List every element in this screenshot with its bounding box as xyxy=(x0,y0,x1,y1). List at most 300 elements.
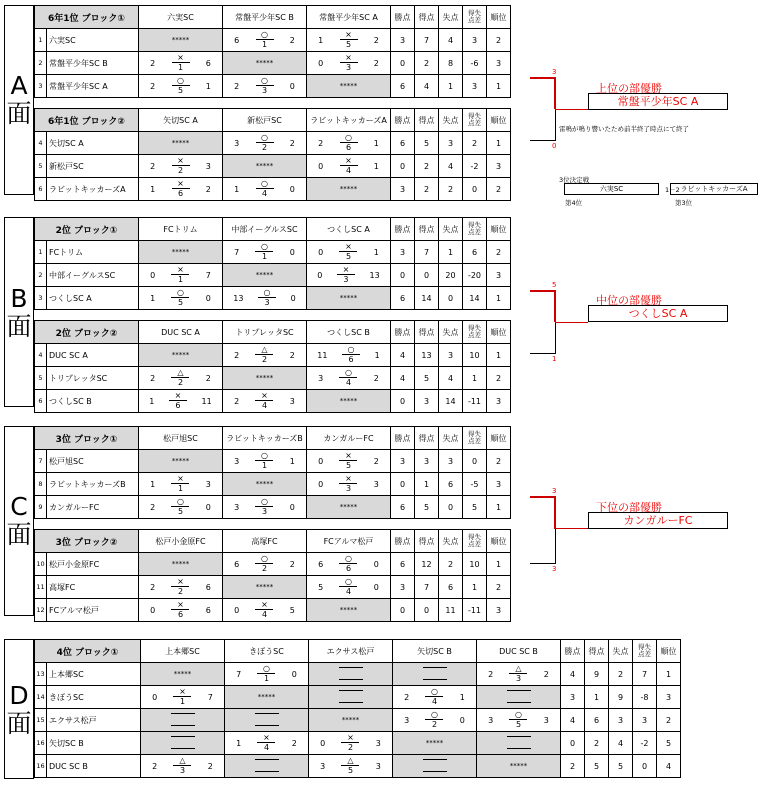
header-row xyxy=(35,530,511,553)
result-fraction xyxy=(340,53,358,73)
result-symbol: △ xyxy=(255,345,273,355)
final-b-top-score: 5 xyxy=(552,281,557,289)
block-title: 4位 ブロック① xyxy=(35,640,141,663)
self-match-cell: ***** xyxy=(223,52,307,75)
opponent-header: 上本郷SC xyxy=(141,640,225,663)
match-result-cell xyxy=(477,709,561,732)
goals-cell: 2 xyxy=(415,52,439,75)
table-row xyxy=(35,390,511,413)
bracket-c-bottom xyxy=(530,563,555,564)
result-fraction xyxy=(340,30,358,50)
goals-cell: 7 xyxy=(415,576,439,599)
third-place-right-rank: 第3位 xyxy=(675,199,693,207)
win-points-header: 勝点 xyxy=(391,321,415,344)
match-result-cell xyxy=(307,52,391,75)
goal-diff-header-line1: 得失 xyxy=(468,9,482,17)
team-name: 松戸小金原FC xyxy=(47,553,139,576)
right-score: 2 xyxy=(289,350,295,360)
table-row xyxy=(35,473,511,496)
conceded-cell: 4 xyxy=(609,732,633,755)
final-a-winner: 常盤平少年SC A xyxy=(588,93,728,110)
no-match-mark xyxy=(171,736,195,749)
table-row xyxy=(35,496,511,519)
table-row xyxy=(35,344,511,367)
right-score: 0 xyxy=(373,582,379,592)
opponent-no: 2 xyxy=(261,564,268,573)
goal-diff-cell: 0 xyxy=(463,178,487,201)
result-symbol: ○ xyxy=(340,133,358,143)
goal-diff-cell: 10 xyxy=(463,344,487,367)
table-row xyxy=(35,264,511,287)
right-score: 0 xyxy=(459,715,465,725)
opponent-no: 6 xyxy=(175,401,181,410)
match-result xyxy=(307,474,390,494)
rank-cell: 3 xyxy=(487,390,511,413)
conceded-header: 失点 xyxy=(439,109,463,132)
goal-diff-cell: 3 xyxy=(463,75,487,98)
opponent-no: 1 xyxy=(261,40,268,49)
result-symbol: × xyxy=(171,600,189,610)
result-symbol: × xyxy=(172,179,190,189)
match-result xyxy=(307,265,390,285)
team-no: 6 xyxy=(35,390,47,413)
no-match-cell xyxy=(477,686,561,709)
left-score: 2 xyxy=(150,582,156,592)
goals-header: 得点 xyxy=(415,530,439,553)
right-score: 5 xyxy=(289,605,295,615)
rank-header: 順位 xyxy=(487,109,511,132)
rank-cell: 1 xyxy=(487,287,511,310)
right-score: 13 xyxy=(369,270,380,280)
right-score: 2 xyxy=(289,559,295,569)
result-symbol: × xyxy=(337,265,355,275)
win-points-cell: 0 xyxy=(391,473,415,496)
result-fraction xyxy=(339,451,357,471)
conceded-cell: 4 xyxy=(439,367,463,390)
no-match-cell xyxy=(393,755,477,778)
left-score: 2 xyxy=(318,138,324,148)
right-score: 3 xyxy=(375,738,381,748)
opponent-no: 3 xyxy=(345,63,352,72)
left-score: 5 xyxy=(318,582,324,592)
right-score: 7 xyxy=(207,692,213,702)
result-symbol: ○ xyxy=(256,30,274,40)
goal-diff-cell: 3 xyxy=(463,29,487,52)
right-score: 6 xyxy=(205,605,211,615)
conceded-cell: 2 xyxy=(439,178,463,201)
opponent-header: カンガルーFC xyxy=(307,427,391,450)
left-score: 6 xyxy=(318,559,324,569)
goal-diff-header-line2: 点差 xyxy=(468,119,482,127)
rank-cell: 3 xyxy=(487,473,511,496)
team-name: 矢切SC B xyxy=(47,732,141,755)
bracket-b-win-vert xyxy=(554,291,556,322)
result-symbol: × xyxy=(255,391,273,401)
win-points-cell: 4 xyxy=(391,344,415,367)
match-result-cell xyxy=(307,473,391,496)
left-score: 6 xyxy=(234,35,240,45)
no-match-cell xyxy=(225,755,309,778)
match-result xyxy=(139,391,222,411)
standings-table xyxy=(34,639,681,778)
opponent-no: 5 xyxy=(347,766,354,775)
goal-diff-header-line1: 得失 xyxy=(468,324,481,332)
match-result-cell xyxy=(141,755,225,778)
win-points-cell: 3 xyxy=(391,178,415,201)
rank-cell: 3 xyxy=(487,264,511,287)
match-result-cell xyxy=(223,241,307,264)
table-row xyxy=(35,178,511,201)
result-symbol: ○ xyxy=(339,577,357,587)
no-match-cell xyxy=(225,709,309,732)
block-title: 3位 ブロック② xyxy=(35,530,139,553)
left-score: 1 xyxy=(150,479,156,489)
result-fraction xyxy=(341,733,359,753)
win-points-cell: 0 xyxy=(391,264,415,287)
team-name: FCトリム xyxy=(47,241,139,264)
goals-header: 得点 xyxy=(415,427,439,450)
opponent-header: 矢切SC B xyxy=(393,640,477,663)
bracket-a-out xyxy=(555,109,588,110)
self-match-cell: ***** xyxy=(477,755,561,778)
opponent-no: 1 xyxy=(177,63,184,72)
team-name: トリプレッタSC xyxy=(47,367,139,390)
right-score: 2 xyxy=(289,35,295,45)
right-score: 2 xyxy=(207,761,213,771)
conceded-header: 失点 xyxy=(439,427,463,450)
goal-diff-header-line1: 得失 xyxy=(468,533,481,541)
team-name: DUC SC B xyxy=(47,755,141,778)
bracket-c-win xyxy=(530,496,556,498)
goals-cell: 13 xyxy=(415,344,439,367)
team-name: DUC SC A xyxy=(47,344,139,367)
result-fraction xyxy=(255,242,273,262)
team-name: エクサス松戸 xyxy=(47,709,141,732)
opponent-header: FCアルマ松戸 xyxy=(307,530,391,553)
rank-cell: 3 xyxy=(487,52,511,75)
team-no: 3 xyxy=(35,287,47,310)
team-name: FCアルマ松戸 xyxy=(47,599,139,622)
result-symbol: △ xyxy=(509,664,527,674)
table-row xyxy=(35,709,681,732)
opponent-no: 5 xyxy=(177,298,184,307)
team-no: 1 xyxy=(35,241,47,264)
opponent-header: トリプレッタSC xyxy=(223,321,307,344)
bracket-b-bottom xyxy=(530,353,555,354)
result-fraction xyxy=(171,577,189,597)
right-score: 0 xyxy=(289,502,295,512)
team-name: 常盤平少年SC B xyxy=(47,52,139,75)
left-score: 0 xyxy=(318,58,324,68)
match-result xyxy=(223,76,306,96)
self-match-cell: ***** xyxy=(307,496,391,519)
left-score: 0 xyxy=(320,738,326,748)
match-result-cell xyxy=(393,709,477,732)
win-points-cell: 6 xyxy=(391,287,415,310)
match-result xyxy=(223,242,306,262)
self-match-cell: ***** xyxy=(141,663,225,686)
right-score: 3 xyxy=(543,715,549,725)
win-points-cell: 0 xyxy=(391,155,415,178)
right-score: 2 xyxy=(373,456,379,466)
bracket-a-bottom xyxy=(530,140,555,141)
rank-cell: 2 xyxy=(487,367,511,390)
win-points-header: 勝点 xyxy=(561,640,585,663)
table-row xyxy=(35,155,511,178)
team-name: 上本郷SC xyxy=(47,663,141,686)
goal-diff-cell: -6 xyxy=(463,52,487,75)
left-score: 3 xyxy=(234,502,240,512)
left-score: 2 xyxy=(150,502,156,512)
team-no: 6 xyxy=(35,178,47,201)
team-no: 11 xyxy=(35,576,47,599)
team-name: カンガルーFC xyxy=(47,496,139,519)
conceded-cell: 3 xyxy=(439,132,463,155)
table-row xyxy=(35,29,511,52)
match-result xyxy=(141,687,224,707)
left-score: 0 xyxy=(318,456,324,466)
team-name: 松戸旭SC xyxy=(47,450,139,473)
opponent-header: DUC SC A xyxy=(139,321,223,344)
team-name: 六実SC xyxy=(47,29,139,52)
match-result xyxy=(223,451,306,471)
win-points-cell: 4 xyxy=(561,709,585,732)
result-fraction xyxy=(340,156,358,176)
right-score: 0 xyxy=(290,293,296,303)
result-fraction xyxy=(339,242,357,262)
win-points-cell: 0 xyxy=(391,52,415,75)
match-result xyxy=(223,600,306,620)
rank-cell: 2 xyxy=(487,450,511,473)
left-score: 2 xyxy=(488,669,494,679)
goals-cell: 2 xyxy=(415,155,439,178)
match-result xyxy=(307,345,390,365)
match-result-cell xyxy=(139,178,223,201)
opponent-header: エクサス松戸 xyxy=(309,640,393,663)
match-result xyxy=(307,156,390,176)
match-result xyxy=(139,179,222,199)
match-result xyxy=(223,133,306,153)
opponent-no: 3 xyxy=(345,484,352,493)
opponent-header: DUC SC B xyxy=(477,640,561,663)
no-match-cell xyxy=(141,732,225,755)
opponent-no: 3 xyxy=(264,298,270,307)
match-result-cell xyxy=(223,599,307,622)
left-score: 2 xyxy=(234,350,240,360)
result-symbol: × xyxy=(339,242,357,252)
result-symbol: △ xyxy=(171,368,189,378)
result-symbol: ○ xyxy=(255,451,273,461)
rank-cell: 5 xyxy=(657,732,681,755)
rank-header: 順位 xyxy=(487,321,511,344)
goal-diff-header-line1: 得失 xyxy=(468,112,482,120)
no-match-mark xyxy=(507,690,531,703)
goals-cell: 7 xyxy=(415,241,439,264)
goal-diff-header-line1: 得失 xyxy=(468,430,481,438)
right-score: 1 xyxy=(459,692,465,702)
table-row xyxy=(35,576,511,599)
team-name: 高塚FC xyxy=(47,576,139,599)
goal-diff-cell: -5 xyxy=(463,473,487,496)
team-no: 13 xyxy=(35,663,47,686)
no-match-cell xyxy=(309,686,393,709)
section-b-label: B 面 xyxy=(6,284,32,341)
goals-cell: 9 xyxy=(585,663,609,686)
team-name: 常盤平少年SC A xyxy=(47,75,139,98)
table-row xyxy=(35,367,511,390)
self-match-cell: ***** xyxy=(307,287,391,310)
right-score: 3 xyxy=(205,161,211,171)
opponent-no: 5 xyxy=(345,461,352,470)
result-symbol: ○ xyxy=(171,497,189,507)
goals-header: 得点 xyxy=(415,6,439,29)
goal-diff-header-line1: 得失 xyxy=(468,221,481,229)
right-score: 3 xyxy=(289,396,295,406)
goal-diff-header xyxy=(463,427,487,450)
goal-diff-cell: 0 xyxy=(463,450,487,473)
left-score: 1 xyxy=(150,184,156,194)
match-result-cell xyxy=(139,75,223,98)
match-result xyxy=(139,577,222,597)
self-match-cell: ***** xyxy=(307,599,391,622)
result-symbol: × xyxy=(172,53,190,63)
team-no: 4 xyxy=(35,132,47,155)
final-c-bottom-score: 3 xyxy=(552,565,557,573)
bracket-a-win xyxy=(530,77,556,79)
goals-cell: 14 xyxy=(415,287,439,310)
team-no: 2 xyxy=(35,264,47,287)
table-row xyxy=(35,75,511,98)
left-score: 1 xyxy=(236,738,242,748)
no-match-mark xyxy=(423,667,447,680)
match-result-cell xyxy=(223,450,307,473)
conceded-cell: 1 xyxy=(439,241,463,264)
result-fraction xyxy=(339,368,357,388)
self-match-cell: ***** xyxy=(223,473,307,496)
result-fraction xyxy=(172,76,190,96)
left-score: 3 xyxy=(318,373,324,383)
final-a-bottom-score: 0 xyxy=(552,142,557,150)
team-no: 10 xyxy=(35,553,47,576)
match-result-cell xyxy=(139,367,223,390)
goals-header: 得点 xyxy=(585,640,609,663)
team-name: 新松戸SC xyxy=(47,155,139,178)
match-result-cell xyxy=(139,473,223,496)
result-fraction xyxy=(255,554,273,574)
match-result-cell xyxy=(223,390,307,413)
opponent-header: 高塚FC xyxy=(223,530,307,553)
opponent-header: FCトリム xyxy=(139,218,223,241)
final-a-note: 雷鳴が鳴り響いたため前半終了時点にて終了 xyxy=(559,125,689,133)
no-match-mark xyxy=(255,713,279,726)
right-score: 0 xyxy=(373,559,379,569)
opponent-no: 4 xyxy=(263,743,270,752)
win-points-header: 勝点 xyxy=(391,427,415,450)
match-result xyxy=(139,156,222,176)
goal-diff-cell: 10 xyxy=(463,553,487,576)
opponent-no: 2 xyxy=(431,720,438,729)
result-symbol: ○ xyxy=(258,288,276,298)
left-score: 2 xyxy=(234,396,240,406)
opponent-no: 6 xyxy=(177,610,184,619)
right-score: 1 xyxy=(374,350,380,360)
match-result-cell xyxy=(307,29,391,52)
opponent-no: 3 xyxy=(261,86,268,95)
no-match-mark xyxy=(255,759,279,772)
opponent-no: 6 xyxy=(345,564,352,573)
win-points-cell: 3 xyxy=(391,576,415,599)
team-no: 7 xyxy=(35,450,47,473)
team-no: 15 xyxy=(35,709,47,732)
conceded-cell: 0 xyxy=(439,287,463,310)
goal-diff-header xyxy=(463,321,487,344)
result-symbol: × xyxy=(169,391,187,401)
self-match-cell: ***** xyxy=(309,709,393,732)
goals-cell: 5 xyxy=(415,367,439,390)
result-fraction xyxy=(257,733,275,753)
self-match-cell: ***** xyxy=(139,553,223,576)
rank-cell: 1 xyxy=(487,553,511,576)
left-score: 7 xyxy=(236,669,242,679)
match-result-cell xyxy=(139,264,223,287)
match-result xyxy=(139,600,222,620)
match-result-cell xyxy=(307,264,391,287)
opponent-no: 4 xyxy=(261,401,268,410)
win-points-header: 勝点 xyxy=(391,530,415,553)
opponent-no: 5 xyxy=(345,40,352,49)
match-result xyxy=(141,756,224,776)
result-symbol: ○ xyxy=(339,368,357,378)
result-symbol: × xyxy=(257,733,275,743)
opponent-no: 5 xyxy=(177,86,184,95)
rank-cell: 3 xyxy=(487,599,511,622)
result-fraction xyxy=(256,30,274,50)
conceded-header: 失点 xyxy=(439,321,463,344)
left-score: 6 xyxy=(234,559,240,569)
left-score: 2 xyxy=(150,373,156,383)
result-fraction xyxy=(256,76,274,96)
right-score: 3 xyxy=(205,479,211,489)
opponent-header: ラビットキッカーズB xyxy=(223,427,307,450)
right-score: 1 xyxy=(289,456,295,466)
match-result-cell xyxy=(223,132,307,155)
goal-diff-header-line2: 点差 xyxy=(638,650,651,658)
match-result xyxy=(139,76,222,96)
left-score: 2 xyxy=(404,692,410,702)
goal-diff-cell: 2 xyxy=(463,132,487,155)
result-fraction xyxy=(341,756,359,776)
goal-diff-cell: 1 xyxy=(463,367,487,390)
match-result xyxy=(223,497,306,517)
team-name: ラビットキッカーズA xyxy=(47,178,139,201)
match-result-cell xyxy=(393,686,477,709)
left-score: 3 xyxy=(234,456,240,466)
left-score: 11 xyxy=(317,350,328,360)
goal-diff-cell: -2 xyxy=(633,732,657,755)
left-score: 13 xyxy=(233,293,244,303)
match-result xyxy=(139,265,222,285)
right-score: 0 xyxy=(289,184,295,194)
standings-table xyxy=(34,320,511,413)
result-fraction xyxy=(255,451,273,471)
match-result-cell xyxy=(139,390,223,413)
match-result xyxy=(139,53,222,73)
opponent-no: 2 xyxy=(347,743,354,752)
self-match-cell: ***** xyxy=(307,178,391,201)
team-no: 4 xyxy=(35,344,47,367)
rank-header: 順位 xyxy=(487,427,511,450)
result-fraction xyxy=(257,664,275,684)
